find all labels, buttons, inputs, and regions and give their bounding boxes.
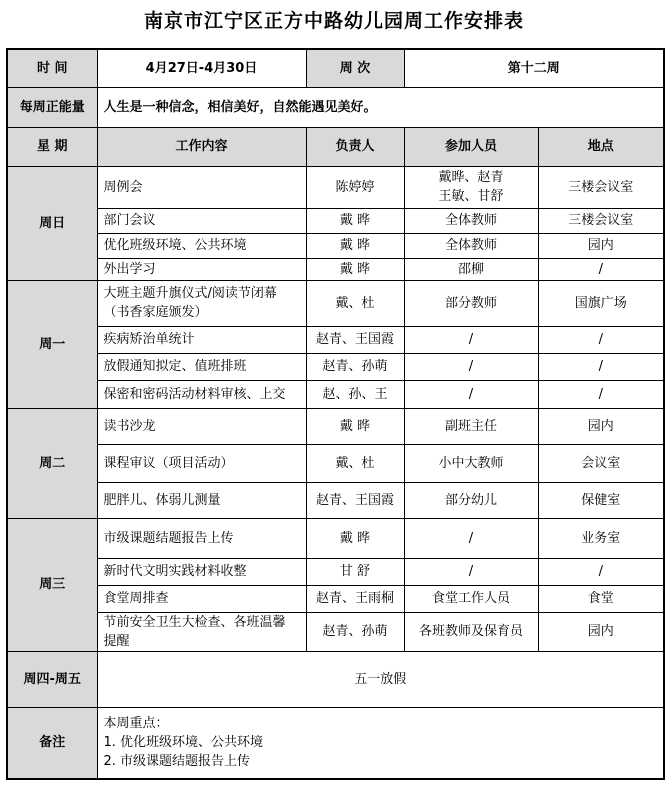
table-row (7, 208, 664, 233)
table-row (7, 326, 664, 353)
task-owner: 赵青、王国霞 (306, 482, 404, 518)
task-content: 优化班级环境、公共环境 (97, 233, 306, 258)
column-header-row (7, 127, 664, 166)
day-label: 周日 (7, 166, 97, 280)
task-content: 放假通知拟定、值班排班 (97, 353, 306, 380)
table-row (7, 408, 664, 444)
day-label: 周三 (7, 518, 97, 651)
notes-item: 1. 优化班级环境、公共环境 (103, 735, 264, 751)
task-participants: / (404, 518, 538, 558)
task-owner: 戴、杜 (306, 280, 404, 326)
table-row (7, 444, 664, 482)
col-content: 工作内容 (97, 127, 306, 166)
task-owner: 赵青、孙萌 (306, 353, 404, 380)
holiday-label: 周四-周五 (7, 651, 97, 707)
week-value: 第十二周 (404, 49, 664, 87)
task-content: 节前安全卫生大检查、各班温馨 提醒 (97, 612, 306, 651)
task-content: 保密和密码活动材料审核、上交 (97, 380, 306, 408)
notes-content (97, 707, 664, 779)
task-participants: / (404, 353, 538, 380)
col-day: 星 期 (7, 127, 97, 166)
task-location: 园内 (538, 612, 664, 651)
task-owner: 戴 晔 (306, 208, 404, 233)
date-range: 4月27日-4月30日 (97, 49, 306, 87)
notes-label: 备注 (7, 707, 97, 779)
table-row (7, 482, 664, 518)
task-location: / (538, 353, 664, 380)
task-owner: 赵、孙、王 (306, 380, 404, 408)
task-participants: 全体教师 (404, 233, 538, 258)
task-participants: 部分教师 (404, 280, 538, 326)
task-location: / (538, 326, 664, 353)
task-content: 课程审议（项目活动） (97, 444, 306, 482)
task-owner: 戴 晔 (306, 518, 404, 558)
page-title: 南京市江宁区正方中路幼儿园周工作安排表 (143, 10, 524, 32)
task-location: 会议室 (538, 444, 664, 482)
task-owner: 赵青、孙萌 (306, 612, 404, 651)
task-location: / (538, 558, 664, 585)
task-location: 园内 (538, 408, 664, 444)
day-label: 周二 (7, 408, 97, 518)
task-participants: 全体教师 (404, 208, 538, 233)
table-row (7, 166, 664, 208)
task-location: 业务室 (538, 518, 664, 558)
task-location: 食堂 (538, 585, 664, 612)
col-participants: 参加人员 (404, 127, 538, 166)
task-content: 新时代文明实践材料收整 (97, 558, 306, 585)
task-content: 读书沙龙 (97, 408, 306, 444)
table-row (7, 518, 664, 558)
energy-row (7, 87, 664, 127)
task-owner: 戴、杜 (306, 444, 404, 482)
task-participants: 副班主任 (404, 408, 538, 444)
table-row (7, 233, 664, 258)
table-row (7, 258, 664, 280)
table-row (7, 380, 664, 408)
notes-item: 2. 市级课题结题报告上传 (103, 754, 251, 770)
task-participants: 小中大教师 (404, 444, 538, 482)
task-content: 肥胖儿、体弱儿测量 (97, 482, 306, 518)
table-row (7, 585, 664, 612)
col-location: 地点 (538, 127, 664, 166)
task-content: 周例会 (97, 166, 306, 208)
schedule-table (6, 48, 665, 780)
task-owner: 赵青、王雨桐 (306, 585, 404, 612)
holiday-text: 五一放假 (97, 651, 664, 707)
task-location: 园内 (538, 233, 664, 258)
notes-row (7, 707, 664, 779)
table-row (7, 353, 664, 380)
col-owner: 负责人 (306, 127, 404, 166)
task-location: 三楼会议室 (538, 208, 664, 233)
task-content: 外出学习 (97, 258, 306, 280)
task-content: 市级课题结题报告上传 (97, 518, 306, 558)
task-owner: 甘 舒 (306, 558, 404, 585)
task-participants: 食堂工作人员 (404, 585, 538, 612)
task-owner: 戴 晔 (306, 408, 404, 444)
task-content: 食堂周排查 (97, 585, 306, 612)
task-participants: / (404, 380, 538, 408)
energy-label: 每周正能量 (7, 87, 97, 127)
table-row (7, 558, 664, 585)
task-location: 三楼会议室 (538, 166, 664, 208)
task-content: 大班主题升旗仪式/阅读节闭幕 （书香家庭颁发） (97, 280, 306, 326)
task-owner: 戴 晔 (306, 233, 404, 258)
task-participants: 各班教师及保育员 (404, 612, 538, 651)
task-owner: 陈婷婷 (306, 166, 404, 208)
header-row (7, 49, 664, 87)
energy-text: 人生是一种信念，相信美好，自然能遇见美好。 (97, 87, 664, 127)
task-owner: 赵青、王国霞 (306, 326, 404, 353)
table-row (7, 612, 664, 651)
task-owner: 戴 晔 (306, 258, 404, 280)
time-label: 时 间 (7, 49, 97, 87)
task-participants: / (404, 326, 538, 353)
task-location: / (538, 380, 664, 408)
day-label: 周一 (7, 280, 97, 408)
table-row (7, 280, 664, 326)
task-participants: 戴晔、赵青 王敏、甘舒 (404, 166, 538, 208)
task-participants: 部分幼儿 (404, 482, 538, 518)
task-participants: / (404, 558, 538, 585)
week-label: 周 次 (306, 49, 404, 87)
task-participants: 邵柳 (404, 258, 538, 280)
task-content: 部门会议 (97, 208, 306, 233)
task-content: 疾病矫治单统计 (97, 326, 306, 353)
holiday-row (7, 651, 664, 707)
task-location: / (538, 258, 664, 280)
notes-heading: 本周重点： (103, 716, 169, 732)
task-location: 保健室 (538, 482, 664, 518)
task-location: 国旗广场 (538, 280, 664, 326)
